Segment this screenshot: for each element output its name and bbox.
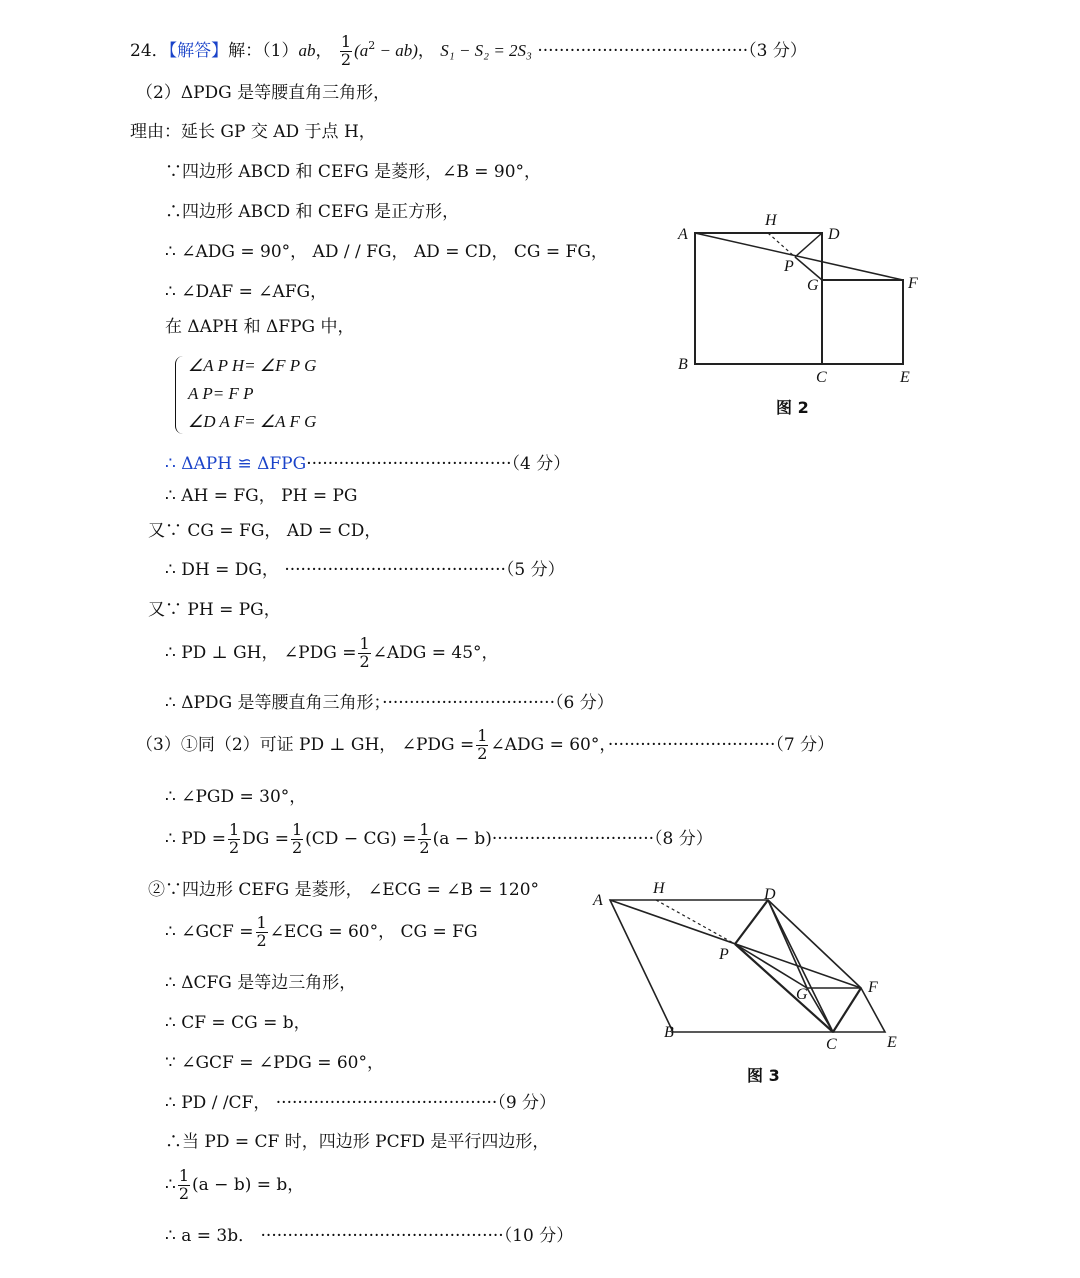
statement: ∴ PD / /CF， bbox=[165, 1093, 276, 1113]
reason-line: 理由：延长 GP 交 AD 于点 H， bbox=[130, 122, 376, 142]
label-g: G bbox=[807, 277, 819, 294]
label-b: B bbox=[678, 356, 688, 373]
label-p: P bbox=[719, 946, 729, 963]
fraction-half: $\frac{1}{2}$ bbox=[291, 820, 303, 857]
score: （4 分） bbox=[511, 454, 571, 474]
label-e: E bbox=[887, 1034, 897, 1051]
label-d: D bbox=[764, 886, 776, 903]
dashed-segment-hp bbox=[656, 900, 735, 944]
leader-dots: ········································· bbox=[275, 1093, 498, 1113]
proof-line: ∴ ∠ADG = 90°， AD / / FG， AD = CD， CG = FG， bbox=[165, 242, 608, 262]
proof-line: 在 ΔAPH 和 ΔFPG 中， bbox=[165, 317, 355, 337]
label-f: F bbox=[908, 275, 918, 292]
congruence-statement: ∴ ΔAPH ≌ ΔFPG bbox=[165, 454, 307, 474]
system-brace bbox=[175, 356, 186, 434]
proof-line: 又∵ PH = PG， bbox=[148, 600, 281, 620]
label-d: D bbox=[828, 226, 840, 243]
proof-line-scored bbox=[165, 454, 570, 474]
part3-sub2-line: ②∵四边形 CEFG 是菱形， ∠ECG = ∠B = 120° bbox=[148, 880, 540, 900]
superscript: 2 bbox=[368, 39, 376, 53]
system-eq-1: ∠A P H= ∠F P G bbox=[188, 356, 317, 375]
score: （9 分） bbox=[497, 1093, 557, 1113]
statement: （3）①同（2）可证 PD ⊥ GH， ∠PDG = bbox=[136, 734, 475, 755]
statement: DG = bbox=[242, 828, 289, 849]
label-p: P bbox=[784, 258, 794, 275]
statement: ∴ PD ⊥ GH， ∠PDG = bbox=[165, 642, 357, 663]
segment-dg bbox=[768, 900, 807, 988]
score: （5 分） bbox=[505, 560, 565, 580]
part3-line bbox=[136, 728, 834, 763]
statement: (a − b) = b， bbox=[192, 1174, 305, 1195]
figure-2-diagram bbox=[660, 205, 930, 400]
leader-dots: ······························ bbox=[491, 828, 655, 849]
label-h: H bbox=[765, 212, 777, 229]
part1-label: 解：（1） bbox=[228, 40, 299, 61]
square-abcd bbox=[695, 233, 822, 364]
proof-line: ∴当 PD = CF 时，四边形 PCFD 是平行四边形， bbox=[165, 1132, 550, 1152]
label-c: C bbox=[816, 369, 827, 386]
leader-dots: ······························· bbox=[607, 734, 776, 755]
proof-line bbox=[165, 636, 499, 671]
proof-line: ∴ ΔCFG 是等边三角形， bbox=[165, 973, 357, 993]
statement: ∴ PD = bbox=[165, 828, 226, 849]
proof-line bbox=[165, 915, 478, 950]
fraction-half: $\frac{1}{2}$ bbox=[477, 726, 488, 763]
expr-a: (a bbox=[354, 40, 369, 60]
square-cefg bbox=[822, 280, 903, 364]
proof-line: 又∵ CG = FG， AD = CD， bbox=[148, 521, 382, 541]
area-equation: S₁ − S₂ = 2S₃ bbox=[440, 40, 532, 60]
proof-line: ∵四边形 ABCD 和 CEFG 是菱形，∠B = 90°， bbox=[165, 162, 542, 182]
proof-line: ∵ ∠GCF = ∠PDG = 60°， bbox=[165, 1053, 384, 1073]
proof-line-scored bbox=[165, 693, 614, 713]
part2-heading: （2）ΔPDG 是等腰直角三角形， bbox=[136, 83, 391, 103]
answer-header-line bbox=[130, 34, 807, 69]
proof-line: ∴ CF = CG = b， bbox=[165, 1013, 311, 1033]
figure-2-caption: 图 2 bbox=[776, 398, 809, 417]
statement: ∴ ΔPDG 是等腰直角三角形； bbox=[165, 693, 383, 713]
statement: ∴ a = 3b． bbox=[165, 1226, 261, 1246]
segment-dp bbox=[795, 233, 822, 257]
label-b: B bbox=[664, 1024, 674, 1041]
fraction-half: $\frac{1}{2}$ bbox=[228, 820, 240, 857]
proof-line-scored bbox=[165, 560, 565, 580]
statement: ∠ADG = 45°， bbox=[372, 642, 499, 663]
label-c: C bbox=[826, 1036, 837, 1053]
leader-dots: ······································· bbox=[537, 40, 749, 61]
figure-3-caption: 图 3 bbox=[747, 1066, 780, 1085]
proof-line-scored bbox=[165, 1226, 573, 1246]
fraction-half: $\frac{1}{2}$ bbox=[256, 913, 267, 950]
score: （8 分） bbox=[654, 828, 713, 849]
leader-dots: ············································· bbox=[260, 1226, 504, 1246]
segment-dp bbox=[735, 900, 768, 944]
fraction-half: $\frac{1}{2}$ bbox=[340, 32, 352, 69]
segment-df bbox=[768, 900, 861, 988]
figure-3-diagram bbox=[588, 875, 918, 1060]
label-h: H bbox=[653, 880, 665, 897]
proof-line: ∴ ∠PGD = 30°， bbox=[165, 787, 307, 807]
label-f: F bbox=[868, 979, 878, 996]
leader-dots: ······································ bbox=[306, 454, 512, 474]
leader-dots: ········································· bbox=[284, 560, 506, 580]
statement: ∴ DH = DG， bbox=[165, 560, 285, 580]
statement: (CD − CG) = bbox=[305, 828, 417, 849]
expr-minus-ab: − ab) bbox=[375, 40, 418, 60]
dashed-segment-hp bbox=[768, 233, 795, 257]
statement: ∠ADG = 60°， bbox=[490, 734, 608, 755]
fraction-half: $\frac{1}{2}$ bbox=[419, 820, 430, 857]
label-a: A bbox=[678, 226, 688, 243]
proof-line-scored bbox=[165, 1093, 556, 1113]
fraction-half: $\frac{1}{2}$ bbox=[178, 1166, 190, 1203]
statement: ∠ECG = 60°， CG = FG bbox=[269, 921, 478, 942]
fraction-half: $\frac{1}{2}$ bbox=[359, 634, 370, 671]
statement: ∴ ∠GCF = bbox=[165, 921, 254, 942]
score: （3 分） bbox=[748, 40, 807, 61]
system-eq-3: ∠D A F= ∠A F G bbox=[188, 412, 317, 431]
label-g: G bbox=[796, 986, 808, 1003]
system-eq-2: A P= F P bbox=[188, 384, 254, 403]
label-a: A bbox=[593, 892, 603, 909]
proof-line: ∴ ∠DAF = ∠AFG， bbox=[165, 282, 328, 302]
statement: ∴ bbox=[165, 1174, 176, 1195]
expr-ab: ab bbox=[298, 40, 316, 60]
score: （6 分） bbox=[554, 693, 614, 713]
label-e: E bbox=[900, 369, 910, 386]
segment-fc bbox=[833, 988, 861, 1032]
question-number: 24． bbox=[130, 40, 169, 61]
score: （10 分） bbox=[503, 1226, 574, 1246]
comma: ， bbox=[417, 40, 435, 61]
segment-af bbox=[695, 233, 903, 280]
proof-line-scored bbox=[165, 822, 713, 857]
answer-tag: 【解答】 bbox=[168, 40, 229, 61]
score: （7 分） bbox=[775, 734, 835, 755]
statement: (a − b) bbox=[432, 828, 492, 849]
leader-dots: ································ bbox=[382, 693, 555, 713]
proof-line bbox=[165, 1168, 304, 1203]
proof-line: ∴ AH = FG， PH = PG bbox=[165, 486, 358, 506]
comma: ， bbox=[315, 40, 333, 61]
proof-line: ∴四边形 ABCD 和 CEFG 是正方形， bbox=[165, 202, 460, 222]
